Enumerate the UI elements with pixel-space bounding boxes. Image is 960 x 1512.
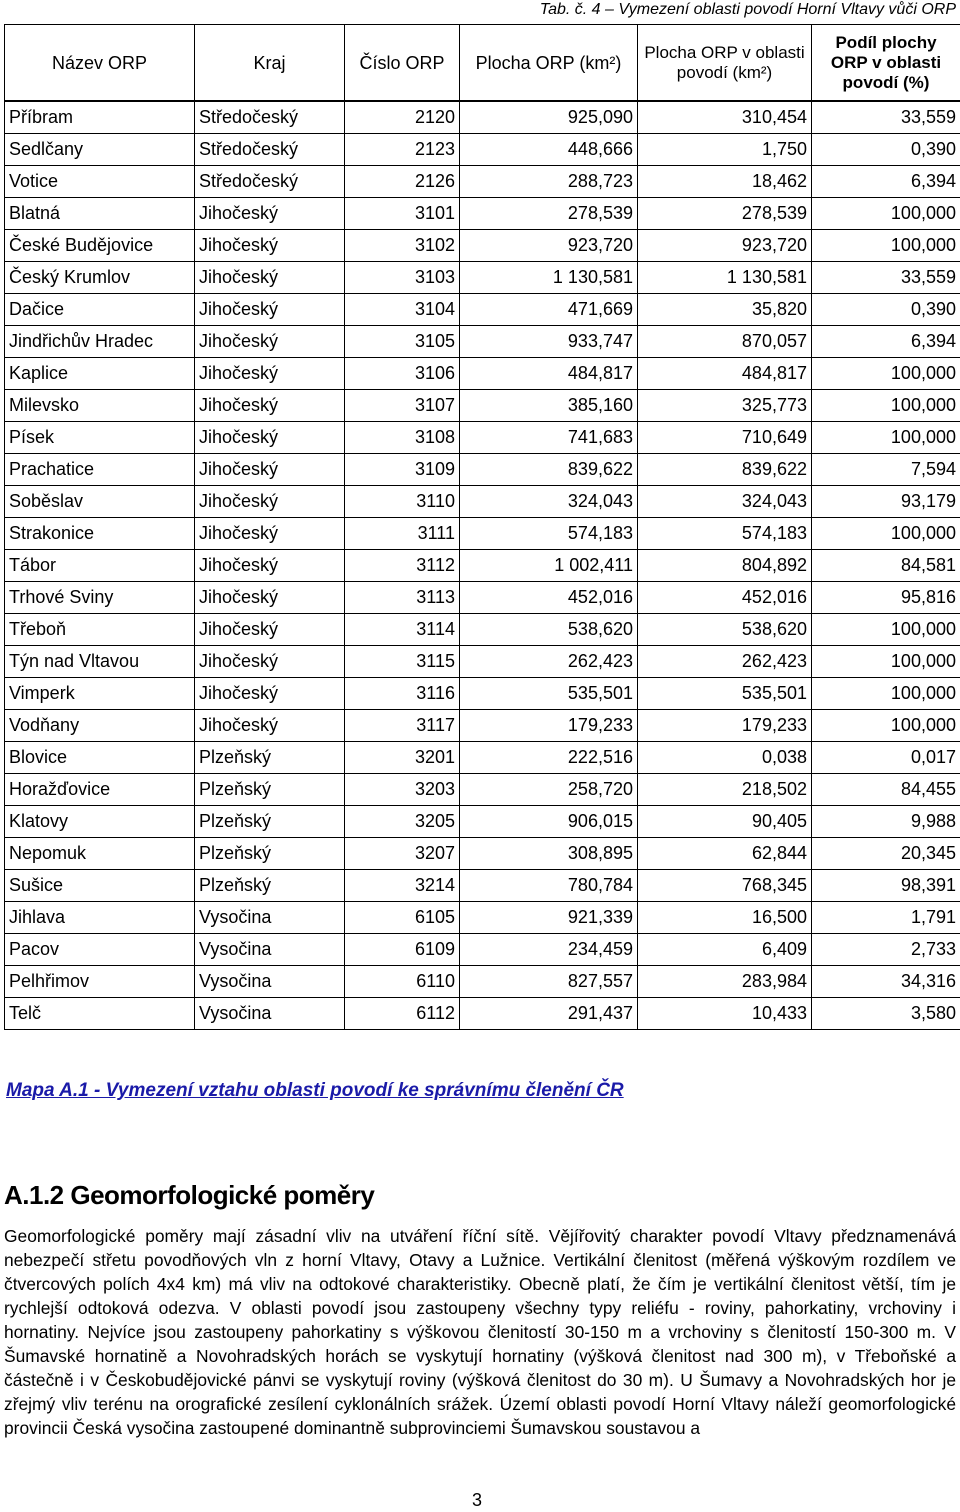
cell-podil: 84,455 (812, 774, 960, 806)
cell-name: Vimperk (5, 678, 195, 710)
cell-kraj: Jihočeský (195, 646, 345, 678)
cell-kraj: Vysočina (195, 998, 345, 1030)
cell-name: Klatovy (5, 806, 195, 838)
cell-podil: 100,000 (812, 678, 960, 710)
cell-plocha: 574,183 (460, 518, 638, 550)
cell-kraj: Středočeský (195, 101, 345, 134)
cell-plocha-oblast: 62,844 (638, 838, 812, 870)
cell-podil: 98,391 (812, 870, 960, 902)
cell-plocha: 535,501 (460, 678, 638, 710)
cell-podil: 100,000 (812, 390, 960, 422)
cell-kraj: Jihočeský (195, 454, 345, 486)
cell-podil: 0,390 (812, 294, 960, 326)
cell-plocha: 484,817 (460, 358, 638, 390)
cell-name: Votice (5, 166, 195, 198)
cell-name: Pacov (5, 934, 195, 966)
cell-podil: 100,000 (812, 646, 960, 678)
body-paragraph: Geomorfologické poměry mají zásadní vliv na utváření říční sítě. Vějířovitý charakter povodí Vltavy předznamenává nebezpečí střetu povodňových vln z horní Vltavy, Otavy a Lužnice. Vertikální členitost (měřená výškovým rozdílem ve čtvercových polích 4x4 km) má vliv na odtokové charakteristiky. Obecně platí, že čím je vertikální členitost větší, tím je rychlejší odtoková odezva. V oblasti povodí jsou zastoupeny všechny typy reliéfu - roviny, pahorkatiny, vrchoviny i hornatiny. Nejvíce jsou zastoupeny pahorkatiny s výškovou členitostí 30-150 m a vrchoviny s členitostí 150-300 m. V Šumavské hornatině a Novohradských horách se vyskytují hornatiny (výšková členitost nad 300 m), v Třeboňské a částečně i v Českobudějovické pánvi se vyskytují roviny (výšková členitost do 30 m). U Šumavy a Novohradských hor je zřejmý vliv terénu na orografické zesílení cyklonálních srážek. Území oblasti povodí Horní Vltavy náleží geomorfologické provincii Česká vysočina zastoupené dominantně subprovinciemi Šumavskou soustavou a (4, 1226, 956, 1438)
cell-podil: 100,000 (812, 614, 960, 646)
header-cislo: Číslo ORP (345, 25, 460, 102)
cell-podil: 33,559 (812, 101, 960, 134)
cell-cislo: 3103 (345, 262, 460, 294)
cell-cislo: 3116 (345, 678, 460, 710)
cell-plocha-oblast: 574,183 (638, 518, 812, 550)
cell-cislo: 3114 (345, 614, 460, 646)
cell-name: Příbram (5, 101, 195, 134)
cell-podil: 95,816 (812, 582, 960, 614)
table-row (5, 550, 960, 582)
cell-kraj: Jihočeský (195, 230, 345, 262)
cell-kraj: Jihočeský (195, 390, 345, 422)
cell-plocha: 179,233 (460, 710, 638, 742)
cell-cislo: 3113 (345, 582, 460, 614)
cell-cislo: 3111 (345, 518, 460, 550)
cell-name: Český Krumlov (5, 262, 195, 294)
cell-plocha-oblast: 710,649 (638, 422, 812, 454)
cell-kraj: Jihočeský (195, 262, 345, 294)
cell-kraj: Středočeský (195, 134, 345, 166)
table-row (5, 646, 960, 678)
table-header-row (5, 25, 960, 102)
cell-kraj: Vysočina (195, 902, 345, 934)
cell-plocha: 324,043 (460, 486, 638, 518)
cell-kraj: Jihočeský (195, 486, 345, 518)
section-title: A.1.2 Geomorfologické poměry (4, 1180, 375, 1210)
cell-plocha: 385,160 (460, 390, 638, 422)
table-row (5, 678, 960, 710)
cell-plocha-oblast: 324,043 (638, 486, 812, 518)
cell-plocha-oblast: 0,038 (638, 742, 812, 774)
cell-kraj: Jihočeský (195, 518, 345, 550)
cell-plocha-oblast: 90,405 (638, 806, 812, 838)
cell-name: Milevsko (5, 390, 195, 422)
cell-name: Dačice (5, 294, 195, 326)
table-caption: Tab. č. 4 – Vymezení oblasti povodí Horní Vltavy vůči ORP (539, 1, 956, 18)
cell-cislo: 3107 (345, 390, 460, 422)
cell-plocha: 258,720 (460, 774, 638, 806)
cell-cislo: 3203 (345, 774, 460, 806)
cell-cislo: 2120 (345, 101, 460, 134)
orp-table (4, 24, 960, 1030)
cell-cislo: 3115 (345, 646, 460, 678)
cell-plocha-oblast: 768,345 (638, 870, 812, 902)
table-row (5, 614, 960, 646)
cell-plocha: 538,620 (460, 614, 638, 646)
table-row (5, 134, 960, 166)
cell-plocha: 921,339 (460, 902, 638, 934)
cell-kraj: Jihočeský (195, 678, 345, 710)
cell-plocha: 262,423 (460, 646, 638, 678)
cell-podil: 1,791 (812, 902, 960, 934)
cell-plocha-oblast: 839,622 (638, 454, 812, 486)
cell-plocha: 308,895 (460, 838, 638, 870)
table-row (5, 870, 960, 902)
cell-cislo: 3104 (345, 294, 460, 326)
header-kraj: Kraj (195, 25, 345, 102)
cell-podil: 0,017 (812, 742, 960, 774)
table-row (5, 582, 960, 614)
cell-cislo: 3214 (345, 870, 460, 902)
cell-name: Telč (5, 998, 195, 1030)
cell-name: Strakonice (5, 518, 195, 550)
cell-name: Třeboň (5, 614, 195, 646)
cell-podil: 9,988 (812, 806, 960, 838)
cell-plocha-oblast: 16,500 (638, 902, 812, 934)
cell-name: Vodňany (5, 710, 195, 742)
cell-cislo: 6110 (345, 966, 460, 998)
table-body (5, 101, 960, 1030)
cell-plocha-oblast: 10,433 (638, 998, 812, 1030)
cell-podil: 100,000 (812, 518, 960, 550)
cell-plocha-oblast: 218,502 (638, 774, 812, 806)
cell-podil: 6,394 (812, 166, 960, 198)
table-row (5, 742, 960, 774)
table-row (5, 486, 960, 518)
cell-name: Tábor (5, 550, 195, 582)
cell-podil: 100,000 (812, 198, 960, 230)
cell-name: Horažďovice (5, 774, 195, 806)
cell-plocha: 780,784 (460, 870, 638, 902)
cell-plocha-oblast: 1 130,581 (638, 262, 812, 294)
cell-plocha: 827,557 (460, 966, 638, 998)
cell-plocha: 471,669 (460, 294, 638, 326)
cell-name: České Budějovice (5, 230, 195, 262)
cell-plocha-oblast: 262,423 (638, 646, 812, 678)
table-row (5, 774, 960, 806)
cell-plocha-oblast: 535,501 (638, 678, 812, 710)
cell-podil: 100,000 (812, 230, 960, 262)
cell-plocha-oblast: 870,057 (638, 326, 812, 358)
cell-podil: 20,345 (812, 838, 960, 870)
cell-name: Prachatice (5, 454, 195, 486)
header-plocha: Plocha ORP (km²) (460, 25, 638, 102)
cell-plocha-oblast: 35,820 (638, 294, 812, 326)
header-podil: Podíl plochy ORP v oblasti povodí (%) (812, 25, 960, 102)
table-row (5, 294, 960, 326)
cell-name: Jihlava (5, 902, 195, 934)
table-row (5, 806, 960, 838)
cell-kraj: Jihočeský (195, 614, 345, 646)
cell-plocha: 741,683 (460, 422, 638, 454)
cell-plocha-oblast: 179,233 (638, 710, 812, 742)
cell-plocha-oblast: 804,892 (638, 550, 812, 582)
cell-cislo: 3108 (345, 422, 460, 454)
cell-cislo: 3207 (345, 838, 460, 870)
cell-plocha-oblast: 538,620 (638, 614, 812, 646)
cell-plocha: 933,747 (460, 326, 638, 358)
table-row (5, 390, 960, 422)
cell-plocha-oblast: 6,409 (638, 934, 812, 966)
cell-cislo: 3109 (345, 454, 460, 486)
table-row (5, 966, 960, 998)
table-row (5, 101, 960, 134)
cell-plocha: 288,723 (460, 166, 638, 198)
map-link[interactable]: Mapa A.1 - Vymezení vztahu oblasti povodí ke správnímu členění ČR (6, 1080, 624, 1101)
cell-plocha: 222,516 (460, 742, 638, 774)
cell-kraj: Jihočeský (195, 358, 345, 390)
cell-name: Písek (5, 422, 195, 454)
cell-plocha: 448,666 (460, 134, 638, 166)
cell-name: Trhové Sviny (5, 582, 195, 614)
table-row (5, 454, 960, 486)
cell-plocha: 234,459 (460, 934, 638, 966)
cell-podil: 3,580 (812, 998, 960, 1030)
cell-podil: 100,000 (812, 422, 960, 454)
cell-kraj: Jihočeský (195, 294, 345, 326)
cell-plocha-oblast: 923,720 (638, 230, 812, 262)
table-row (5, 230, 960, 262)
cell-name: Sedlčany (5, 134, 195, 166)
cell-cislo: 3117 (345, 710, 460, 742)
cell-podil: 0,390 (812, 134, 960, 166)
cell-kraj: Vysočina (195, 934, 345, 966)
table-row (5, 262, 960, 294)
cell-plocha: 923,720 (460, 230, 638, 262)
cell-podil: 100,000 (812, 710, 960, 742)
cell-cislo: 3205 (345, 806, 460, 838)
cell-podil: 100,000 (812, 358, 960, 390)
header-name: Název ORP (5, 25, 195, 102)
cell-plocha-oblast: 278,539 (638, 198, 812, 230)
cell-plocha-oblast: 18,462 (638, 166, 812, 198)
table-row (5, 838, 960, 870)
cell-plocha: 839,622 (460, 454, 638, 486)
cell-plocha: 291,437 (460, 998, 638, 1030)
cell-plocha-oblast: 283,984 (638, 966, 812, 998)
cell-podil: 34,316 (812, 966, 960, 998)
table-row (5, 998, 960, 1030)
cell-kraj: Plzeňský (195, 742, 345, 774)
cell-kraj: Plzeňský (195, 774, 345, 806)
table-row (5, 422, 960, 454)
cell-podil: 7,594 (812, 454, 960, 486)
cell-plocha: 278,539 (460, 198, 638, 230)
cell-cislo: 6105 (345, 902, 460, 934)
cell-plocha-oblast: 452,016 (638, 582, 812, 614)
cell-podil: 2,733 (812, 934, 960, 966)
table-row (5, 166, 960, 198)
cell-name: Blovice (5, 742, 195, 774)
cell-plocha: 906,015 (460, 806, 638, 838)
cell-kraj: Jihočeský (195, 198, 345, 230)
cell-cislo: 2123 (345, 134, 460, 166)
cell-cislo: 6109 (345, 934, 460, 966)
cell-podil: 84,581 (812, 550, 960, 582)
table-row (5, 518, 960, 550)
cell-kraj: Plzeňský (195, 838, 345, 870)
cell-cislo: 3106 (345, 358, 460, 390)
cell-plocha: 1 002,411 (460, 550, 638, 582)
cell-cislo: 3102 (345, 230, 460, 262)
cell-name: Sušice (5, 870, 195, 902)
table-row (5, 902, 960, 934)
cell-kraj: Jihočeský (195, 710, 345, 742)
cell-name: Kaplice (5, 358, 195, 390)
cell-plocha-oblast: 1,750 (638, 134, 812, 166)
cell-podil: 6,394 (812, 326, 960, 358)
cell-name: Týn nad Vltavou (5, 646, 195, 678)
cell-podil: 93,179 (812, 486, 960, 518)
cell-cislo: 3201 (345, 742, 460, 774)
cell-name: Blatná (5, 198, 195, 230)
cell-kraj: Jihočeský (195, 582, 345, 614)
cell-plocha: 925,090 (460, 101, 638, 134)
cell-name: Nepomuk (5, 838, 195, 870)
table-row (5, 934, 960, 966)
cell-cislo: 3101 (345, 198, 460, 230)
cell-plocha-oblast: 310,454 (638, 101, 812, 134)
table-row (5, 358, 960, 390)
page-number: 3 (472, 1490, 483, 1510)
cell-kraj: Jihočeský (195, 550, 345, 582)
cell-kraj: Středočeský (195, 166, 345, 198)
cell-plocha: 452,016 (460, 582, 638, 614)
cell-cislo: 3110 (345, 486, 460, 518)
cell-cislo: 2126 (345, 166, 460, 198)
cell-name: Pelhřimov (5, 966, 195, 998)
cell-name: Jindřichův Hradec (5, 326, 195, 358)
cell-name: Soběslav (5, 486, 195, 518)
table-row (5, 326, 960, 358)
cell-cislo: 3105 (345, 326, 460, 358)
header-plocha-oblast: Plocha ORP v oblasti povodí (km²) (638, 25, 812, 102)
cell-kraj: Vysočina (195, 966, 345, 998)
cell-cislo: 3112 (345, 550, 460, 582)
cell-cislo: 6112 (345, 998, 460, 1030)
cell-plocha: 1 130,581 (460, 262, 638, 294)
cell-kraj: Jihočeský (195, 326, 345, 358)
cell-kraj: Plzeňský (195, 870, 345, 902)
cell-kraj: Plzeňský (195, 806, 345, 838)
cell-kraj: Jihočeský (195, 422, 345, 454)
cell-podil: 33,559 (812, 262, 960, 294)
cell-plocha-oblast: 325,773 (638, 390, 812, 422)
table-row (5, 710, 960, 742)
cell-plocha-oblast: 484,817 (638, 358, 812, 390)
table-row (5, 198, 960, 230)
